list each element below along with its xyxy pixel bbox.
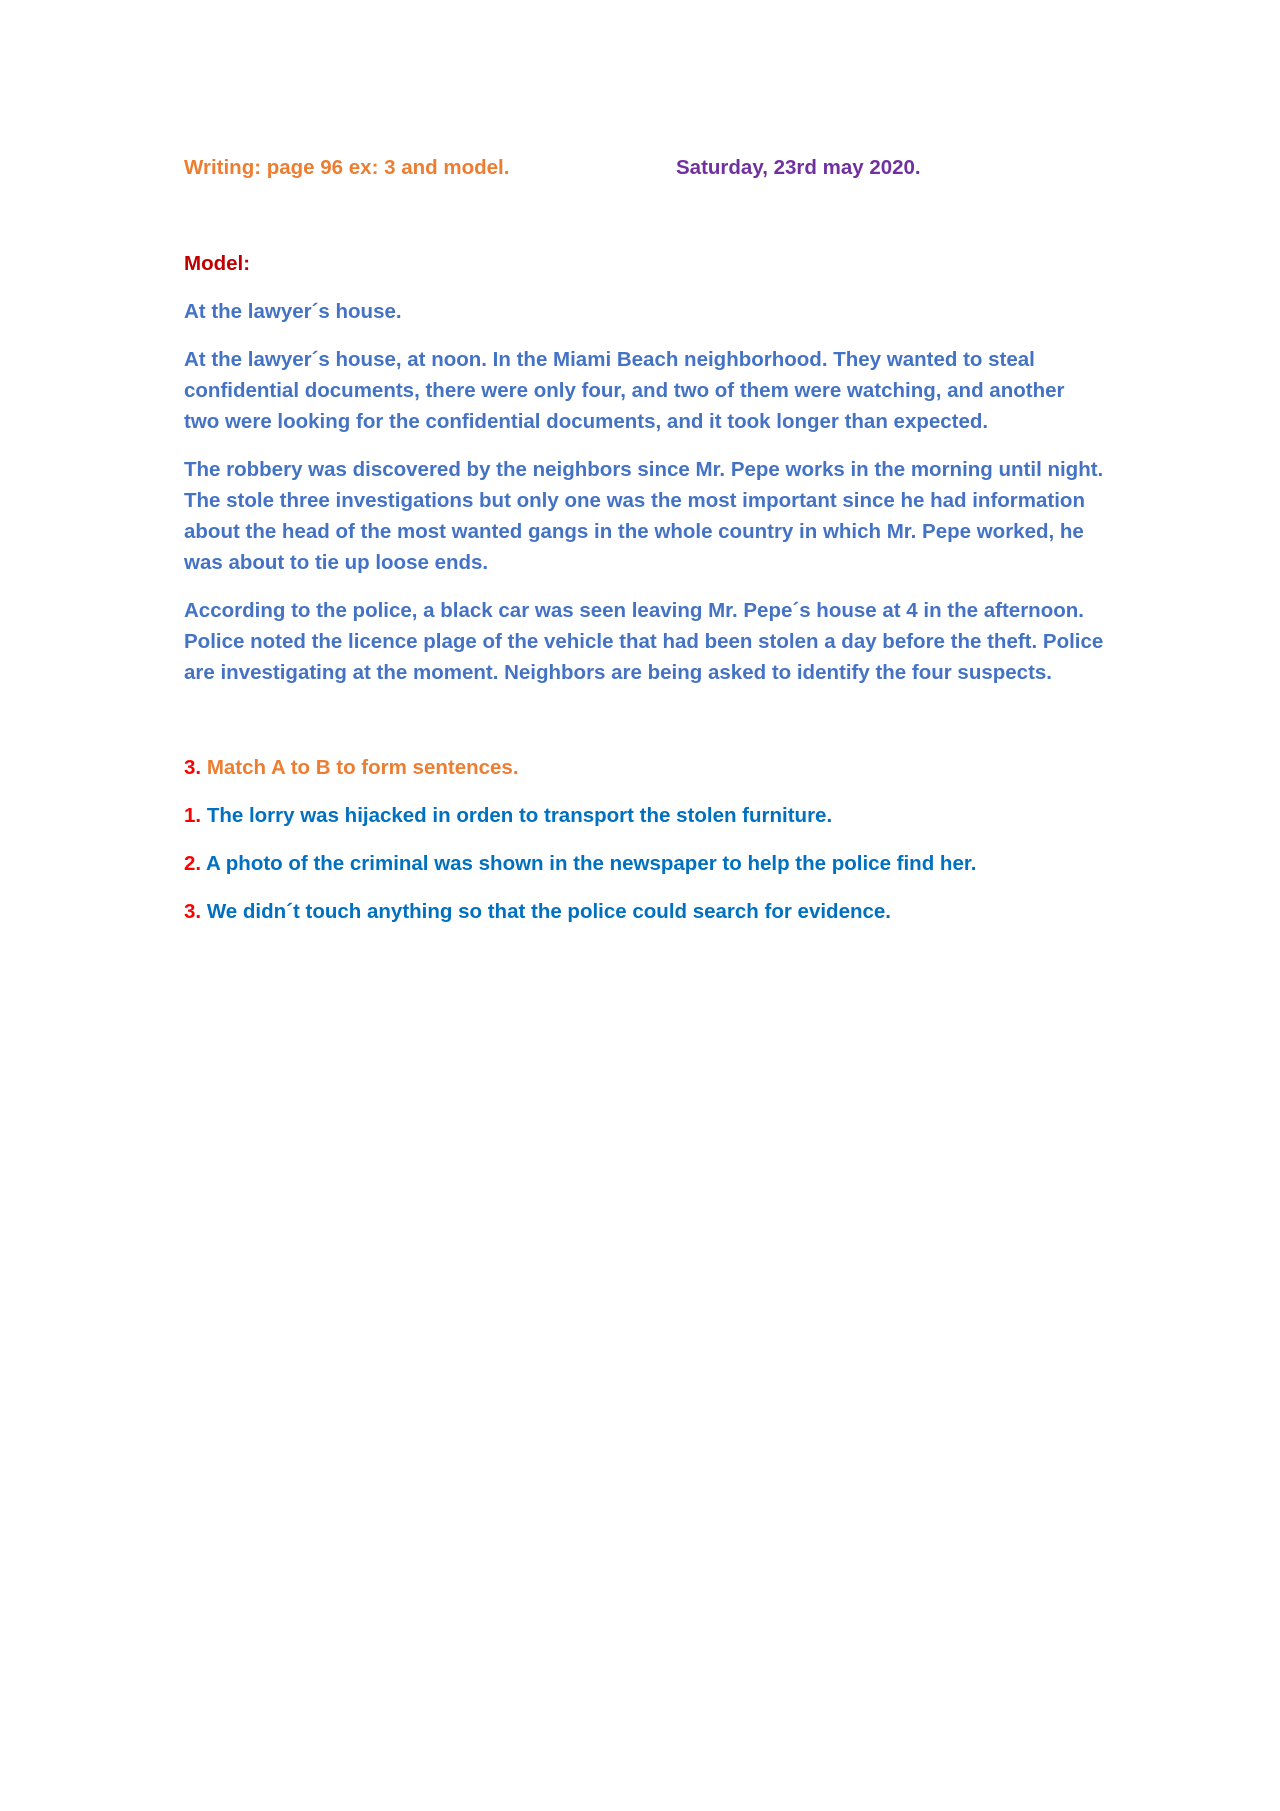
answer-number: 3. (184, 900, 202, 923)
answer-text: We didn´t touch anything so that the police could search for evidence. (206, 900, 891, 923)
date-label: Saturday, 23rd may 2020. (676, 156, 921, 179)
answer-item (184, 800, 1104, 831)
assignment-title: Writing: page 96 ex: 3 and model. (184, 156, 510, 179)
answer-text: The lorry was hijacked in orden to transport the stolen furniture. (206, 804, 833, 827)
exercise-number: 3. (184, 756, 202, 779)
model-label: Model: (184, 252, 251, 275)
answer-item (184, 896, 1104, 927)
exercise-heading (184, 752, 1104, 783)
answer-item (184, 848, 1104, 879)
header-line (184, 152, 1104, 184)
answer-number: 1. (184, 804, 202, 827)
document-page (184, 152, 1104, 927)
model-paragraph-2: The robbery was discovered by the neighbors since Mr. Pepe works in the morning until night. The stole three investigations but only one was the most important since he had information about the head of the most wanted gangs in the whole country in which Mr. Pepe worked, he was about to tie up loose ends. (184, 458, 1104, 574)
model-title: At the lawyer´s house. (184, 300, 402, 323)
model-paragraph-1: At the lawyer´s house, at noon. In the Miami Beach neighborhood. They wanted to steal confidential documents, there were only four, and two of them were watching, and another two were looking for the confidential documents, and it took longer than expected. (184, 348, 1065, 433)
exercise-instruction: Match A to B to form sentences. (206, 756, 519, 779)
answer-number: 2. (184, 852, 202, 875)
answer-text: A photo of the criminal was shown in the newspaper to help the police find her. (206, 852, 977, 875)
model-paragraph-3: According to the police, a black car was seen leaving Mr. Pepe´s house at 4 in the afternoon. Police noted the licence plage of the vehicle that had been stolen a day before the theft. Police are investigating at the moment. Neighbors are being asked to identify the four suspects. (184, 599, 1104, 684)
